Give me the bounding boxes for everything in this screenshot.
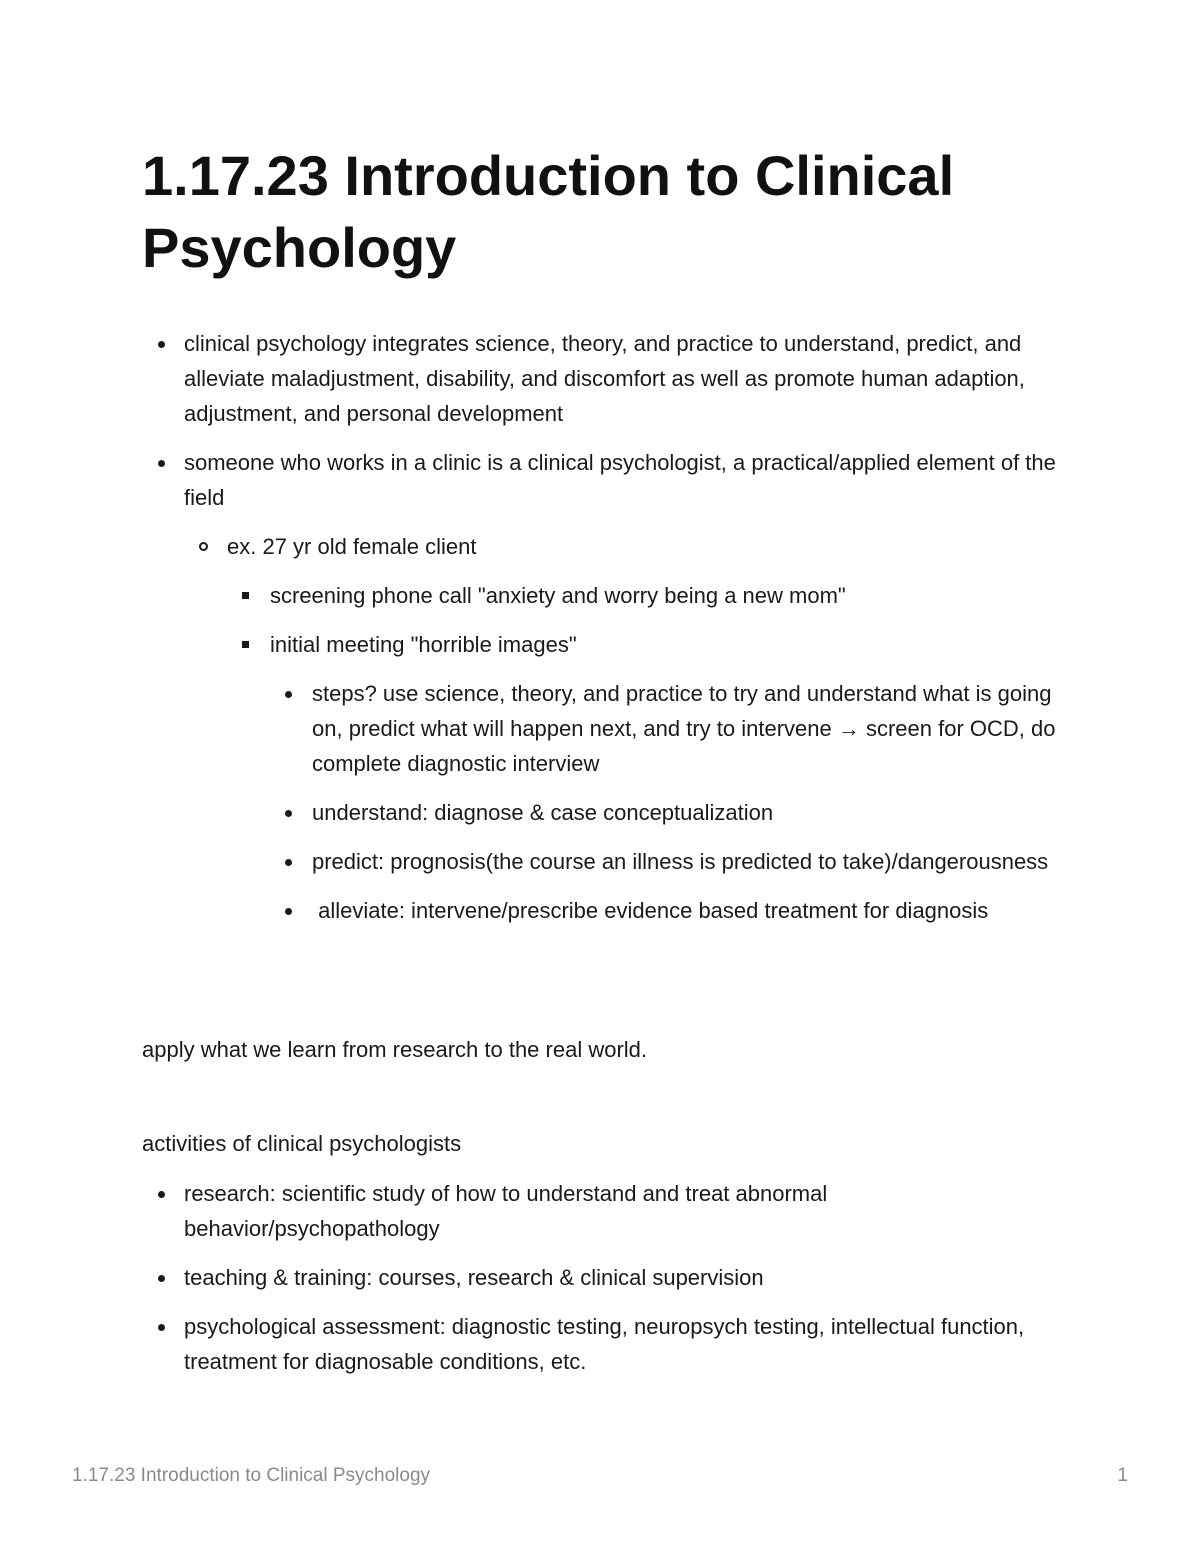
activity-text: research: scientific study of how to understand and treat abnormal behavior/psychopathology	[184, 1181, 828, 1241]
activity-text: psychological assessment: diagnostic testing, neuropsych testing, intellectual function, treatment for diagnosable conditions, etc.	[184, 1314, 1025, 1374]
detail-list	[270, 676, 1062, 928]
bullet-text: someone who works in a clinic is a clinical psychologist, a practical/applied element of the field	[184, 450, 1056, 510]
sub-list	[184, 529, 1062, 928]
item-text: screening phone call "anxiety and worry being a new mom"	[270, 583, 846, 608]
apply-paragraph: apply what we learn from research to the real world.	[142, 1037, 648, 1062]
list-item	[270, 676, 1062, 781]
bullet-text: clinical psychology integrates science, theory, and practice to understand, predict, and alleviate maladjustment, disability, and discomfort as well as promote human adaption, adjustment, and personal development	[184, 331, 1025, 426]
list-item	[270, 795, 1062, 830]
list-item	[270, 844, 1062, 879]
activities-section	[142, 1176, 1062, 1393]
activities-heading: activities of clinical psychologists	[142, 1131, 462, 1156]
detail-text: steps? use science, theory, and practice to try and understand what is going on, predict what will happen next, and try to intervene → screen for OCD, do complete diagnostic interview	[312, 681, 1056, 776]
activities-list	[142, 1176, 1062, 1379]
list-item	[227, 627, 1062, 928]
example-text: ex. 27 yr old female client	[227, 534, 477, 559]
page-number: 1	[1117, 1465, 1128, 1486]
list-item	[142, 1176, 1062, 1246]
list-item	[142, 326, 1062, 431]
footer-title: 1.17.23 Introduction to Clinical Psychology	[72, 1465, 431, 1486]
list-item	[142, 1260, 1062, 1295]
sub-sub-list	[227, 578, 1062, 928]
list-item	[227, 578, 1062, 613]
detail-text: predict: prognosis(the course an illness is predicted to take)/dangerousness	[312, 849, 1049, 874]
detail-text: understand: diagnose & case conceptualization	[312, 800, 774, 825]
list-item	[142, 1309, 1062, 1379]
list-item	[142, 445, 1062, 928]
page-title: 1.17.23 Introduction to Clinical Psychology	[142, 144, 955, 279]
list-item	[184, 529, 1062, 928]
item-text: initial meeting "horrible images"	[270, 632, 577, 657]
bullet-list	[142, 326, 1062, 928]
list-item	[270, 893, 1062, 928]
main-notes	[142, 326, 1062, 942]
detail-text: alleviate: intervene/prescribe evidence based treatment for diagnosis	[312, 898, 989, 923]
activity-text: teaching & training: courses, research & clinical supervision	[184, 1265, 764, 1290]
